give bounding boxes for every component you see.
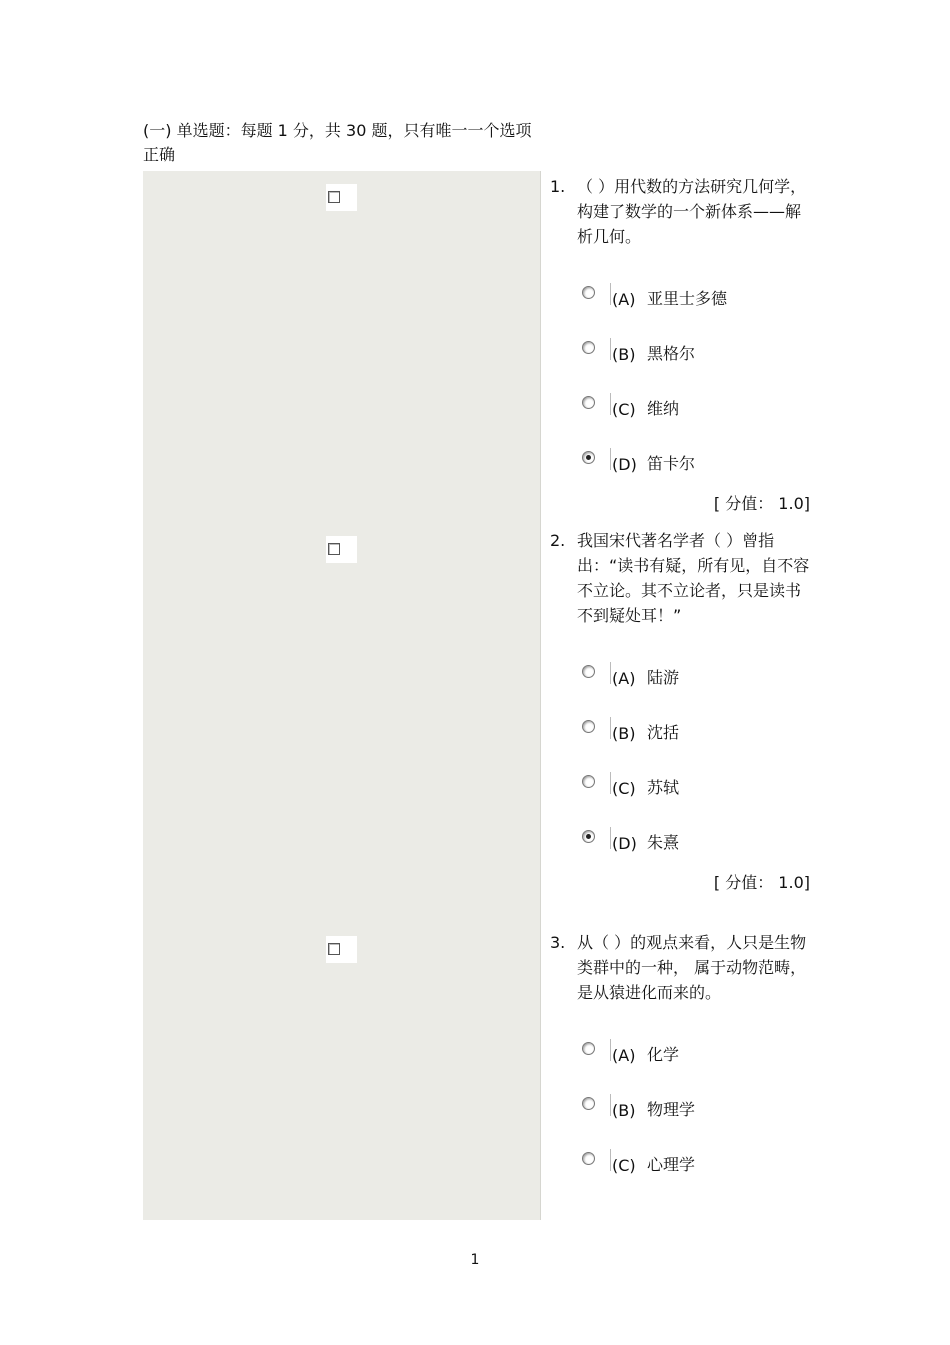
divider	[610, 1094, 611, 1116]
option-letter: (B)	[612, 345, 636, 364]
option-letter: (A)	[612, 1046, 636, 1065]
divider	[610, 448, 611, 470]
radio-checked-icon[interactable]	[582, 830, 595, 843]
divider	[610, 717, 611, 739]
option-a[interactable]	[550, 283, 810, 338]
divider	[610, 772, 611, 794]
flag-checkbox-q1[interactable]	[326, 184, 357, 211]
option-letter: (C)	[612, 1156, 636, 1175]
question-flag-panel	[143, 171, 541, 1220]
divider	[610, 1039, 611, 1061]
option-text: 朱熹	[647, 833, 680, 852]
option-text: 陆游	[647, 668, 680, 687]
radio-icon[interactable]	[582, 341, 595, 354]
option-text: 心理学	[647, 1155, 696, 1174]
checkbox-icon	[328, 191, 340, 203]
option-b[interactable]	[550, 338, 810, 393]
option-text: 沈括	[647, 723, 680, 742]
option-letter: (D)	[612, 834, 637, 853]
option-letter: (C)	[612, 779, 636, 798]
question-text	[550, 930, 810, 1005]
option-letter: (D)	[612, 455, 637, 474]
option-text: 维纳	[647, 399, 680, 418]
flag-checkbox-q3[interactable]	[326, 936, 357, 963]
divider	[610, 1149, 611, 1171]
divider	[610, 338, 611, 360]
divider	[610, 393, 611, 415]
score-label: [ 分值： 1.0]	[713, 873, 810, 892]
option-list	[550, 662, 810, 882]
option-text: 笛卡尔	[647, 454, 696, 473]
divider	[610, 827, 611, 849]
option-c[interactable]	[550, 1149, 810, 1204]
radio-icon[interactable]	[582, 1152, 595, 1165]
option-d[interactable]	[550, 827, 810, 882]
radio-checked-icon[interactable]	[582, 451, 595, 464]
question-text	[550, 174, 810, 249]
question-text	[550, 528, 810, 628]
option-text: 物理学	[647, 1100, 696, 1119]
option-text: 化学	[647, 1045, 680, 1064]
radio-icon[interactable]	[582, 1097, 595, 1110]
page-number: 1	[470, 1252, 480, 1268]
option-letter: (A)	[612, 290, 636, 309]
option-list	[550, 283, 810, 503]
option-c[interactable]	[550, 772, 810, 827]
divider	[610, 662, 611, 684]
option-a[interactable]	[550, 1039, 810, 1094]
question-number: 2.	[550, 531, 566, 550]
radio-icon[interactable]	[582, 286, 595, 299]
question-body: 从（ ）的观点来看，人只是生物类群中的一种， 属于动物范畴，是从猿进化而来的。	[577, 933, 807, 1002]
question-2	[550, 528, 810, 893]
option-b[interactable]	[550, 717, 810, 772]
option-letter: (C)	[612, 400, 636, 419]
option-letter: (B)	[612, 724, 636, 743]
option-text: 黑格尔	[647, 344, 696, 363]
radio-icon[interactable]	[582, 665, 595, 678]
option-text: 苏轼	[647, 778, 680, 797]
option-letter: (B)	[612, 1101, 636, 1120]
question-3	[550, 930, 810, 1204]
option-d[interactable]	[550, 448, 810, 503]
option-b[interactable]	[550, 1094, 810, 1149]
question-body: 我国宋代著名学者（ ）曾指出：“读书有疑，所有见，自不容不立论。其不立论者，只是读书不到疑处耳！”	[577, 531, 810, 625]
question-body: （ ）用代数的方法研究几何学，构建了数学的一个新体系——解析几何。	[577, 177, 807, 246]
question-number: 3.	[550, 933, 566, 952]
question-number: 1.	[550, 177, 566, 196]
checkbox-icon	[328, 943, 340, 955]
score-label: [ 分值： 1.0]	[713, 494, 810, 513]
section-title: (一) 单选题：每题 1 分，共 30 题，只有唯一一个选项正确	[143, 121, 532, 164]
divider	[610, 283, 611, 305]
question-1	[550, 174, 810, 514]
flag-checkbox-q2[interactable]	[326, 536, 357, 563]
option-text: 亚里士多德	[647, 289, 728, 308]
option-list	[550, 1039, 810, 1204]
option-c[interactable]	[550, 393, 810, 448]
option-a[interactable]	[550, 662, 810, 717]
radio-icon[interactable]	[582, 396, 595, 409]
radio-icon[interactable]	[582, 775, 595, 788]
radio-icon[interactable]	[582, 1042, 595, 1055]
checkbox-icon	[328, 543, 340, 555]
option-letter: (A)	[612, 669, 636, 688]
radio-icon[interactable]	[582, 720, 595, 733]
